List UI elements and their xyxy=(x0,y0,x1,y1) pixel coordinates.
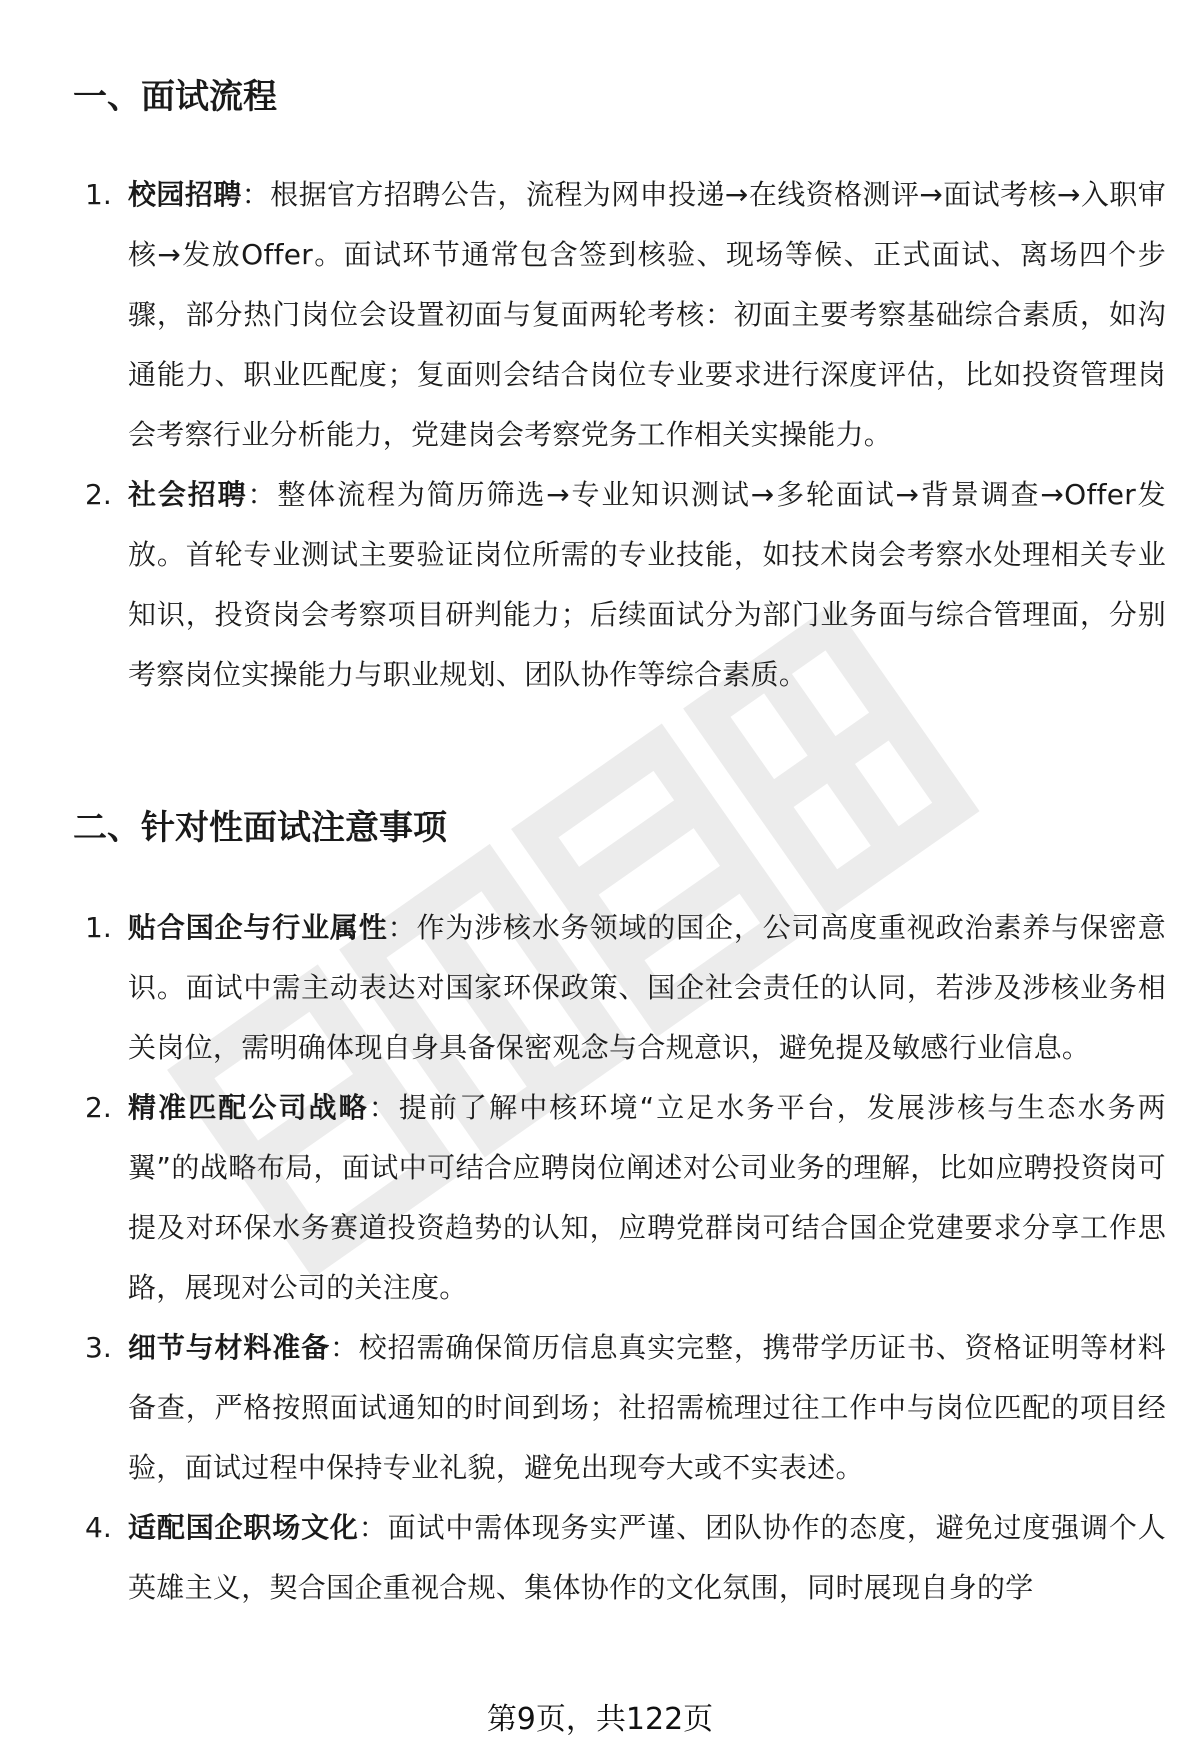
interview-process-list xyxy=(0,165,1200,705)
list-item-term: 校园招聘 xyxy=(128,178,242,211)
list-item-number: 2. xyxy=(85,478,112,511)
list-item-body xyxy=(128,1078,1166,1318)
list-item-term: 适配国企职场文化 xyxy=(128,1511,359,1544)
list-item-body xyxy=(128,1318,1166,1498)
section-title-interview-process: 一、面试流程 xyxy=(73,77,277,117)
list-item-separator: ： xyxy=(387,911,417,944)
page-number-footer: 第9页，共122页 xyxy=(486,1702,714,1737)
list-item xyxy=(0,898,1200,1078)
list-item-number: 1. xyxy=(85,911,112,944)
list-item-term: 社会招聘 xyxy=(128,478,248,511)
list-item-text: 校招需确保简历信息真实完整，携带学历证书、资格证明等材料备查，严格按照面试通知的时间到场；社招需梳理过往工作中与岗位匹配的项目经验，面试过程中保持专业礼貌，避免出现夸大或不实表述。 xyxy=(128,1331,1166,1484)
list-item xyxy=(0,465,1200,705)
list-item-separator: ： xyxy=(247,478,278,511)
list-item-text: 整体流程为简历筛选→专业知识测试→多轮面试→背景调查→Offer发放。首轮专业测试主要验证岗位所需的专业技能，如技术岗会考察水处理相关专业知识，投资岗会考察项目研判能力；后续面试分为部门业务面与综合管理面，分别考察岗位实操能力与职业规划、团队协作等综合素质。 xyxy=(128,478,1166,691)
list-item-text: 作为涉核水务领域的国企，公司高度重视政治素养与保密意识。面试中需主动表达对国家环保政策、国企社会责任的认同，若涉及涉核业务相关岗位，需明确体现自身具备保密观念与合规意识，避免提及敏感行业信息。 xyxy=(128,911,1166,1064)
list-item-separator: ： xyxy=(358,1511,388,1544)
list-item xyxy=(0,1318,1200,1498)
list-item-body xyxy=(128,898,1166,1078)
list-item-text: 提前了解中核环境“立足水务平台，发展涉核与生态水务两翼”的战略布局，面试中可结合应聘岗位阐述对公司业务的理解，比如应聘投资岗可提及对环保水务赛道投资趋势的认知，应聘党群岗可结合国企党建要求分享工作思路，展现对公司的关注度。 xyxy=(128,1091,1166,1304)
list-item-separator: ： xyxy=(241,178,271,211)
list-item-text: 根据官方招聘公告，流程为网申投递→在线资格测评→面试考核→入职审核→发放Offer。面试环节通常包含签到核验、现场等候、正式面试、离场四个步骤，部分热门岗位会设置初面与复面两轮考核：初面主要考察基础综合素质，如沟通能力、职业匹配度；复面则会结合岗位专业要求进行深度评估，比如投资管理岗会考察行业分析能力，党建岗会考察党务工作相关实操能力。 xyxy=(128,178,1166,451)
list-item xyxy=(0,1078,1200,1318)
interview-notes-list xyxy=(0,898,1200,1618)
list-item-body xyxy=(128,1498,1166,1618)
list-item-number: 3. xyxy=(85,1331,112,1364)
list-item-separator: ： xyxy=(368,1091,399,1124)
list-item-term: 精准匹配公司战略 xyxy=(128,1091,369,1124)
list-item-number: 4. xyxy=(85,1511,112,1544)
list-item-body xyxy=(128,465,1166,705)
section-title-interview-notes: 二、针对性面试注意事项 xyxy=(73,808,447,848)
list-item xyxy=(0,1498,1200,1618)
list-item-number: 1. xyxy=(85,178,112,211)
list-item-separator: ： xyxy=(329,1331,359,1364)
list-item-body xyxy=(128,165,1166,465)
list-item xyxy=(0,165,1200,465)
list-item-number: 2. xyxy=(85,1091,112,1124)
list-item-term: 细节与材料准备 xyxy=(128,1331,330,1364)
list-item-term: 贴合国企与行业属性 xyxy=(128,911,388,944)
list-item-text: 面试中需体现务实严谨、团队协作的态度，避免过度强调个人英雄主义，契合国企重视合规、集体协作的文化氛围，同时展现自身的学 xyxy=(128,1511,1167,1604)
